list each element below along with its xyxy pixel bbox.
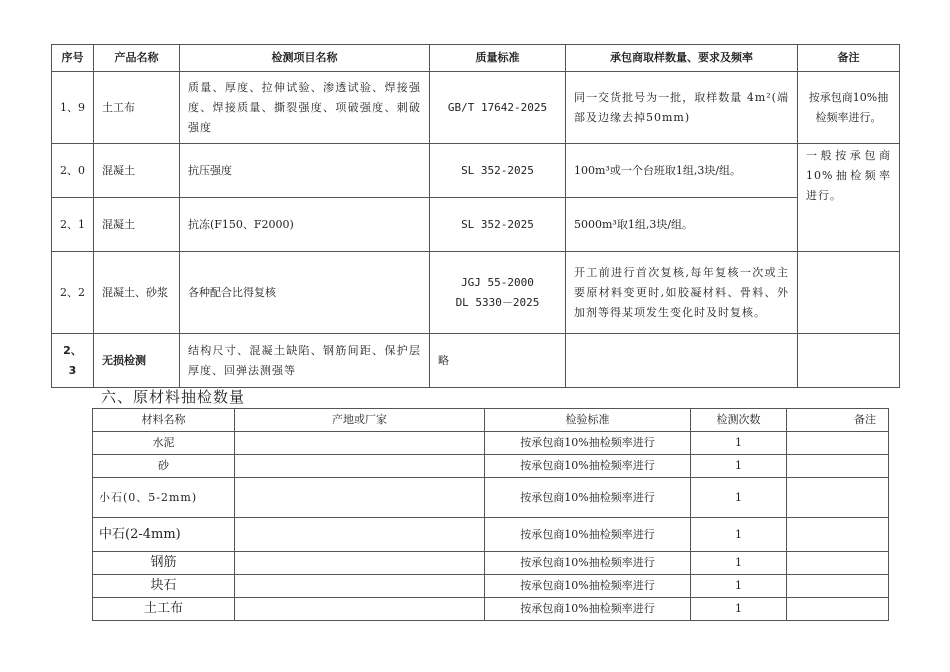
table-row xyxy=(52,198,900,252)
material-origin xyxy=(235,432,485,455)
header-items: 检测项目名称 xyxy=(180,45,430,72)
header-product: 产品名称 xyxy=(94,45,180,72)
row-no: 2、2 xyxy=(52,252,94,334)
row-items: 抗冻(F150、F2000) xyxy=(180,198,430,252)
row-sampling: 5000m³取1组,3块/组。 xyxy=(566,198,798,252)
table-row xyxy=(52,144,900,198)
row-remark: 按承包商10%抽检频率进行。 xyxy=(798,72,900,144)
table-row xyxy=(52,334,900,388)
row-sampling: 100m³或一个台班取1组,3块/组。 xyxy=(566,144,798,198)
material-name: 土工布 xyxy=(93,598,235,621)
material-name: 中石(2-4mm) xyxy=(93,518,235,552)
material-standard: 按承包商10%抽检频率进行 xyxy=(485,518,691,552)
table-row xyxy=(93,478,889,518)
standard-line: DL 5330－2025 xyxy=(455,295,540,309)
material-name: 块石 xyxy=(93,575,235,598)
material-count: 1 xyxy=(691,518,787,552)
row-items: 结构尺寸、混凝土缺陷、钢筋间距、保护层厚度、回弹法测强等 xyxy=(180,334,430,388)
row-no: 2、1 xyxy=(52,198,94,252)
row-sampling: 开工前进行首次复核,每年复核一次或主要原材料变更时,如胶凝材料、骨料、外加剂等得某项发生变化时及时复核。 xyxy=(566,252,798,334)
header-material: 材料名称 xyxy=(93,409,235,432)
row-sampling xyxy=(566,334,798,388)
table-row xyxy=(52,72,900,144)
material-standard: 按承包商10%抽检频率进行 xyxy=(485,575,691,598)
material-origin xyxy=(235,518,485,552)
material-standard: 按承包商10%抽检频率进行 xyxy=(485,432,691,455)
header-standard: 质量标准 xyxy=(430,45,566,72)
table-header-row xyxy=(52,45,900,72)
material-remark xyxy=(787,432,889,455)
row-standard xyxy=(430,252,566,334)
table-row xyxy=(93,552,889,575)
table-header-row xyxy=(93,409,889,432)
material-count: 1 xyxy=(691,455,787,478)
material-origin xyxy=(235,575,485,598)
row-remark: 一般按承包商10%抽检频率进行。 xyxy=(798,144,900,252)
material-origin xyxy=(235,478,485,518)
material-name: 钢筋 xyxy=(93,552,235,575)
section-title: 六、原材料抽检数量 xyxy=(101,388,246,406)
row-product: 无损检测 xyxy=(94,334,180,388)
table-row xyxy=(93,518,889,552)
material-count: 1 xyxy=(691,432,787,455)
row-sampling: 同一交货批号为一批，取样数量 4m²(端部及边缘去掉50mm) xyxy=(566,72,798,144)
material-remark xyxy=(787,518,889,552)
material-standard: 按承包商10%抽检频率进行 xyxy=(485,478,691,518)
material-remark xyxy=(787,598,889,621)
material-origin xyxy=(235,455,485,478)
header-standard: 检验标准 xyxy=(485,409,691,432)
row-remark xyxy=(798,252,900,334)
material-name: 小石(0、5-2mm) xyxy=(93,478,235,518)
row-items: 质量、厚度、拉伸试验、渗透试验、焊接强度、焊接质量、撕裂强度、项破强度、刺破强度 xyxy=(180,72,430,144)
header-remark: 备注 xyxy=(787,409,889,432)
row-standard: SL 352-2025 xyxy=(430,198,566,252)
row-no: 1、9 xyxy=(52,72,94,144)
material-count: 1 xyxy=(691,478,787,518)
table-row xyxy=(93,598,889,621)
material-remark xyxy=(787,455,889,478)
row-no: 2、3 xyxy=(52,334,94,388)
table-row xyxy=(93,575,889,598)
header-no: 序号 xyxy=(52,45,94,72)
row-product: 混凝土、砂浆 xyxy=(94,252,180,334)
row-product: 土工布 xyxy=(94,72,180,144)
material-remark xyxy=(787,552,889,575)
row-standard: 略 xyxy=(430,334,566,388)
material-standard: 按承包商10%抽检频率进行 xyxy=(485,455,691,478)
header-sampling: 承包商取样数量、要求及频率 xyxy=(566,45,798,72)
material-remark xyxy=(787,575,889,598)
material-standard: 按承包商10%抽检频率进行 xyxy=(485,598,691,621)
table-row xyxy=(52,252,900,334)
row-standard: GB/T 17642-2025 xyxy=(430,72,566,144)
material-remark xyxy=(787,478,889,518)
material-count: 1 xyxy=(691,552,787,575)
inspection-items-table xyxy=(51,44,900,388)
material-origin xyxy=(235,552,485,575)
header-count: 检测次数 xyxy=(691,409,787,432)
standard-line: JGJ 55-2000 xyxy=(461,275,534,289)
row-items: 各种配合比得复核 xyxy=(180,252,430,334)
row-product: 混凝土 xyxy=(94,144,180,198)
material-origin xyxy=(235,598,485,621)
header-origin: 产地或厂家 xyxy=(235,409,485,432)
material-count: 1 xyxy=(691,575,787,598)
row-items: 抗压强度 xyxy=(180,144,430,198)
table-row xyxy=(93,455,889,478)
row-standard: SL 352-2025 xyxy=(430,144,566,198)
row-product: 混凝土 xyxy=(94,198,180,252)
raw-material-table xyxy=(92,408,889,621)
material-name: 水泥 xyxy=(93,432,235,455)
header-remark: 备注 xyxy=(798,45,900,72)
material-count: 1 xyxy=(691,598,787,621)
row-no: 2、0 xyxy=(52,144,94,198)
material-standard: 按承包商10%抽检频率进行 xyxy=(485,552,691,575)
row-remark xyxy=(798,334,900,388)
material-name: 砂 xyxy=(93,455,235,478)
table-row xyxy=(93,432,889,455)
